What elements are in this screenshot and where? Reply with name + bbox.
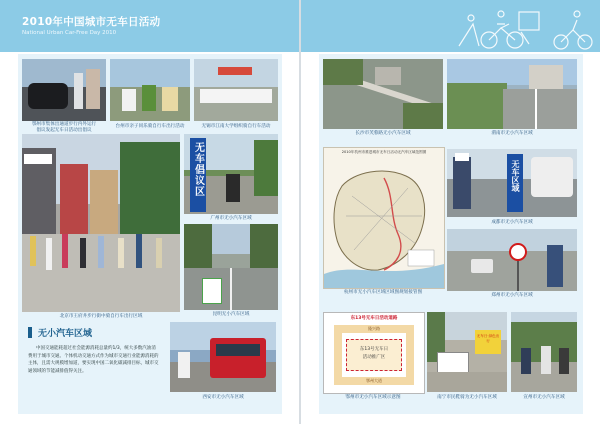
section-bar xyxy=(28,327,32,338)
photo-ezhou-volunteers xyxy=(22,59,106,121)
caption-wuxi: 无锡市江南大学组织骑自行车活动 xyxy=(201,124,271,129)
caption-xian: 西安市无小汽车区域 xyxy=(202,395,244,400)
right-header-band xyxy=(301,0,600,52)
section-title: 无小汽车区域 xyxy=(38,329,93,339)
photo-xuanzhou-street xyxy=(511,312,577,392)
caption-ezhou: 鄂州市集体出通道步行内外运行 倡议发起无车日活动出倡议 xyxy=(31,122,97,133)
photo-nanning-street xyxy=(427,312,507,392)
plan-bottom-road-label: 鄂州大道 xyxy=(366,378,382,383)
photo-changsha-aerial xyxy=(323,59,443,129)
photo-xian-bus xyxy=(170,322,276,392)
car-free-zone-sign xyxy=(507,154,523,212)
photo-zhengzhou-nocar xyxy=(447,229,577,291)
caption-xuanzhou: 宣州市无小汽车区域 xyxy=(523,395,565,400)
section-body: 中国交通能耗超过社会能源消耗总量约1/3，统大多数汽油消费用于城市交通。个体机动交通方式作为城市交通行业能源消耗的主体，且需大规模增加道，要实现中国二氧化碳减排目标，城市交通领域的节能减排值得关注。 xyxy=(28,346,159,374)
plan-title: 东13号无车日活动道路 xyxy=(350,316,398,321)
caption-weinan: 渭南市无小汽车区域 xyxy=(491,131,533,136)
cyclists-illustration-icon xyxy=(449,2,599,52)
caption-taizhou: 台州市亲子同乐骑自行车出行活动 xyxy=(115,124,185,129)
car-free-zone-sign-text: 无车区域 xyxy=(511,160,520,192)
plan-center-zone: 东13号无车日 活动推广区 xyxy=(346,339,402,371)
caption-chengdu: 成都市无小汽车区域 xyxy=(491,220,533,225)
caption-kunming: 昆明无小汽车区域 xyxy=(212,312,250,317)
car-free-initiative-sign xyxy=(190,138,206,212)
car-free-initiative-sign-text: 无车倡议区 xyxy=(192,142,204,197)
caption-hangzhou: 杭州市无小汽车区域区域图规划接管图 xyxy=(343,290,423,295)
left-header-band xyxy=(0,0,299,52)
page-title: 2010年中国城市无车日活动 xyxy=(22,16,161,28)
caption-changsha: 长沙市芙蓉路无小汽车区域 xyxy=(355,131,411,136)
photo-wuxi-university xyxy=(194,59,278,121)
caption-nanning: 南宁市民鞋骑为无小汽车区域 xyxy=(437,395,497,400)
caption-beijing: 北京市王府井步行街中骑自行车出行区域 xyxy=(59,314,143,319)
right-page xyxy=(301,0,600,424)
page-subtitle: National Urban Car-Free Day 2010 xyxy=(22,30,117,36)
photo-beijing-wangfujing xyxy=(22,134,180,312)
caption-ezhou-plan: 鄂州市无小汽车区域示意图 xyxy=(345,395,401,400)
hangzhou-map-drawing xyxy=(324,158,444,288)
plan-top-road-label: 隆兴路 xyxy=(368,326,380,331)
photo-kunming-road xyxy=(184,224,278,310)
plan-left-road xyxy=(334,333,342,377)
photo-weinan-road xyxy=(447,59,577,129)
caption-guangzhou: 广州市无小汽车区域 xyxy=(210,216,252,221)
hangzhou-map xyxy=(323,147,445,289)
ezhou-plan-diagram xyxy=(323,312,425,394)
plan-right-road xyxy=(406,333,414,377)
hangzhou-map-title: 2010年杭州市推进城市无车日活动无汽车区域范围图 xyxy=(341,150,427,154)
photo-taizhou-cycling xyxy=(110,59,190,121)
nanning-banner: 无车日·绿色出行 xyxy=(476,334,500,343)
left-page xyxy=(0,0,299,424)
caption-zhengzhou: 郑州市无小汽车区域 xyxy=(491,293,533,298)
